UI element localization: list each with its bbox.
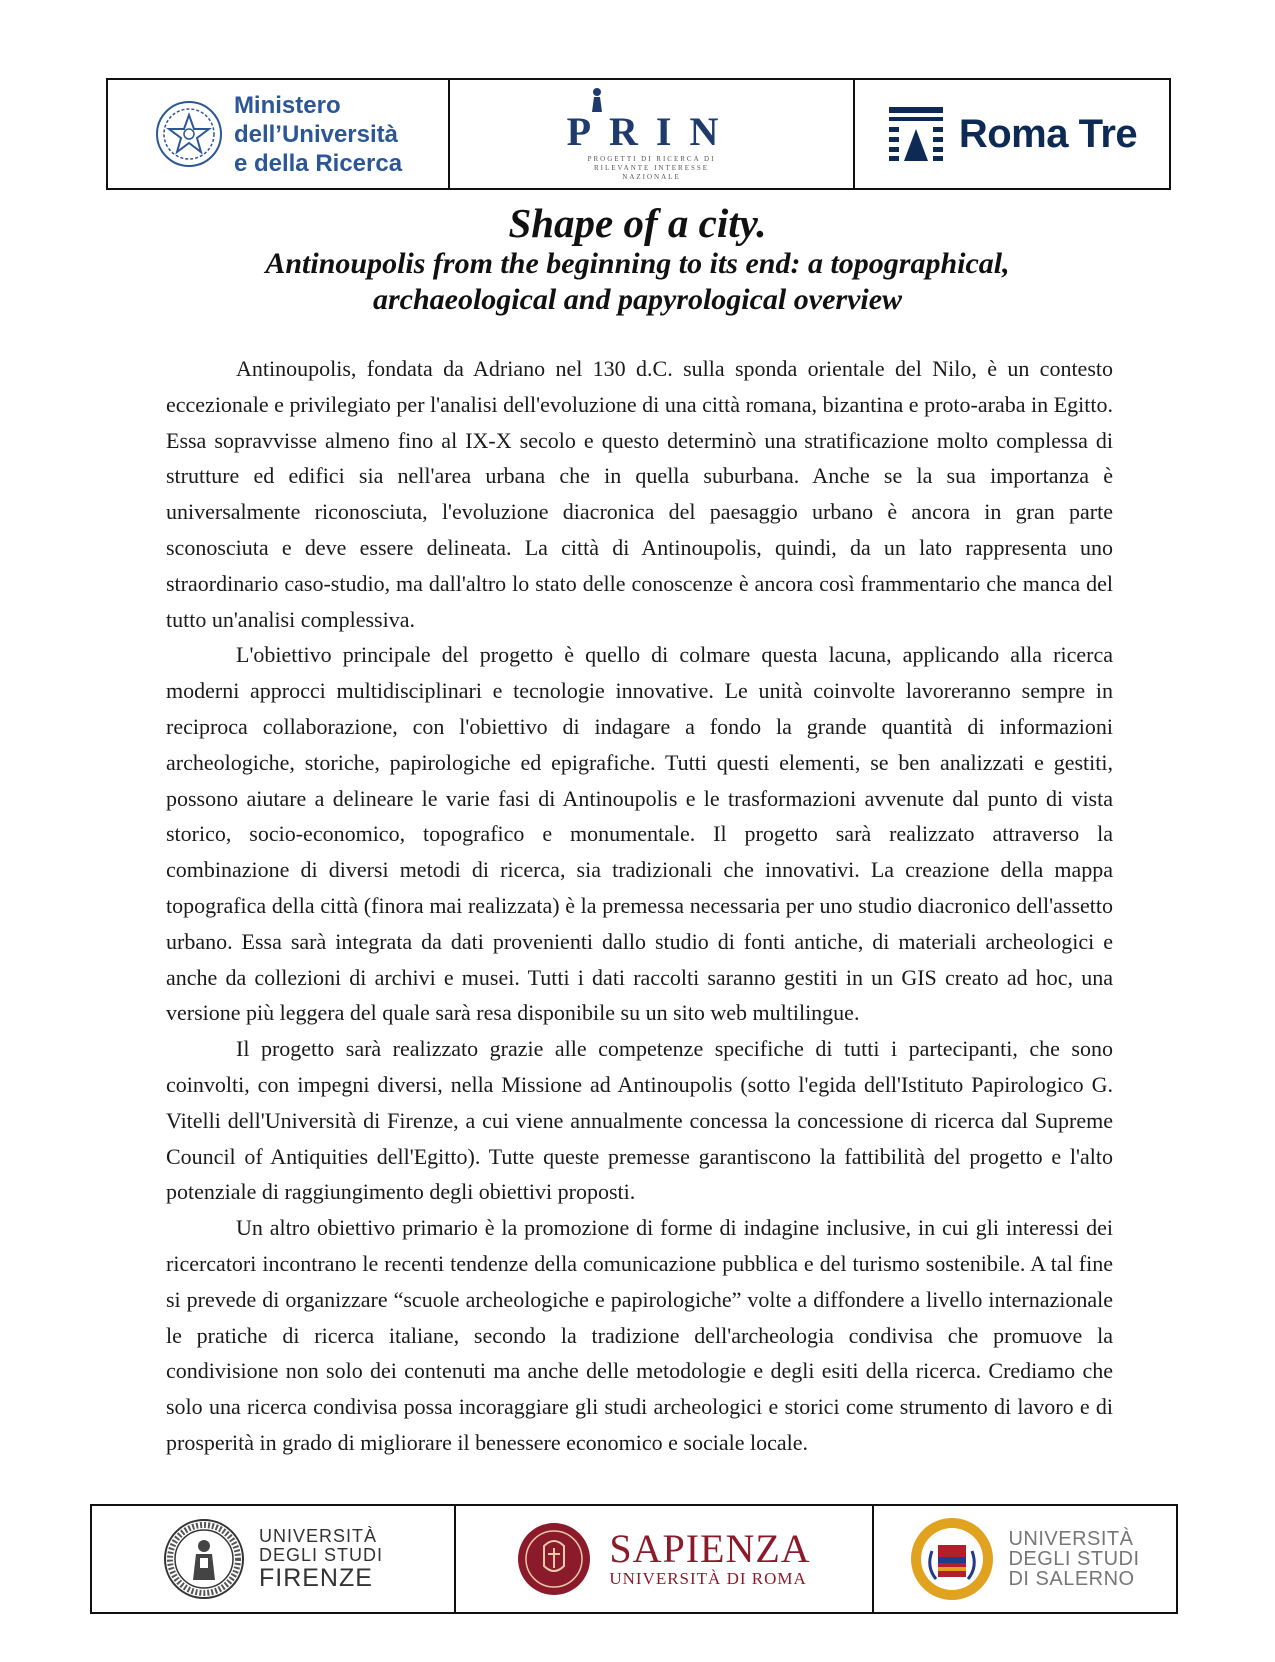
salerno-line-2: DEGLI STUDI (1008, 1548, 1140, 1570)
sapienza-wordmark: SAPIENZA (609, 1526, 811, 1571)
header-logo-bar (106, 78, 1171, 190)
paragraph: Un altro obiettivo primario è la promozione di forme di indagine inclusive, in cui gli interessi dei ricercatori incontrano le recenti tendenze della comunicazione pubblica e del turismo sostenibile. A tal fine si prevede di organizzare “scuole archeologiche e papirologiche” volte a diffondere a livello internazionale le pratiche di ricerca italiane, secondo la tradizione dell'archeologia condivisa che promuove la condivisione non solo dei contenuti ma anche delle metodologie e degli esiti della ricerca. Crediamo che solo una ricerca condivisa possa incoraggiare gli studi archeologici e storici come strumento di lavoro e di prosperità in grado di migliorare il benessere economico e sociale locale. (166, 1215, 1113, 1455)
document-subtitle (0, 246, 1275, 318)
sapienza-subtitle: UNIVERSITÀ DI ROMA (609, 1569, 807, 1588)
salerno-logo (872, 1506, 1176, 1612)
salerno-seal-icon (910, 1517, 994, 1601)
ministero-line-3: e della Ricerca (233, 149, 403, 177)
firenze-seal-icon (163, 1518, 245, 1600)
firenze-logo (92, 1506, 454, 1612)
firenze-line-3: FIRENZE (258, 1563, 373, 1592)
ministero-line-1: Ministero (233, 91, 341, 119)
prin-wordmark: PRIN (566, 109, 737, 154)
document-body (166, 351, 1113, 1461)
roma-tre-logo (853, 80, 1169, 188)
paragraph: Antinoupolis, fondata da Adriano nel 130 d.C. sulla sponda orientale del Nilo, è un contesto eccezionale e privilegiato per l'analisi dell'evoluzione di una città romana, bizantina e proto-araba in Egitto. Essa sopravvisse almeno fino al IX-X secolo e questo determinò una stratificazione molto complessa di strutture ed edifici sia nell'area urbana che in quella suburbana. Anche se la sua importanza è universalmente riconosciuta, l'evoluzione diacronica del paesaggio urbano è ancora in gran parte sconosciuta e deve essere delineata. La città di Antinoupolis, quindi, da un lato rappresenta uno straordinario caso-studio, ma dall'altro lo stato delle conoscenze è ancora così frammentario che manca del tutto un'analisi complessiva. (166, 356, 1113, 632)
sapienza-seal-icon (517, 1522, 591, 1596)
italian-emblem-icon (154, 99, 224, 169)
salerno-line-3: DI SALERNO (1008, 1568, 1135, 1590)
firenze-line-1: UNIVERSITÀ (258, 1525, 378, 1546)
ministero-line-2: dell’Università (233, 120, 398, 148)
footer-logo-bar (90, 1504, 1178, 1614)
subtitle-line-1: Antinoupolis from the beginning to its end: a topographical, (265, 247, 1010, 280)
roma-tre-wordmark: Roma Tre (958, 111, 1138, 156)
sapienza-logo (454, 1506, 872, 1612)
salerno-line-1: UNIVERSITÀ (1008, 1528, 1134, 1550)
ministero-logo (108, 80, 448, 188)
document-title: Shape of a city. (508, 200, 767, 246)
paragraph: Il progetto sarà realizzato grazie alle competenze specifiche di tutti i partecipanti, che sono coinvolti, con impegni diversi, nella Missione ad Antinoupolis (sotto l'egida dell'Istituto Papirologico G. Vitelli dell'Università di Firenze, a cui viene annualmente concessa la concessione di ricerca dal Supreme Council of Antiquities dell'Egitto). Tutte queste premesse garantiscono la fattibilità del progetto e l'alto potenziale di raggiungimento degli obiettivi proposti. (166, 1036, 1113, 1205)
prin-subtitle: PROGETTI DI RICERCA DI RILEVANTE INTERESSE NAZIONALE (587, 155, 716, 181)
paragraph: L'obiettivo principale del progetto è quello di colmare questa lacuna, applicando alla ricerca moderni approcci multidisciplinari e tecnologie innovative. Le unità coinvolte lavoreranno sempre in reciproca collaborazione, con l'obiettivo di indagare a fondo la grande quantità di informazioni archeologiche, storiche, papirologiche ed epigrafiche. Tutti questi elementi, se ben analizzati e gestiti, possono aiutare a delineare le varie fasi di Antinoupolis e le trasformazioni avvenute dal punto di vista storico, socio-economico, topografico e monumentale. Il progetto sarà realizzato attraverso la combinazione di diversi metodi di ricerca, sia tradizionali che innovativi. La creazione della mappa topografica della città (finora mai realizzata) è la premessa necessaria per uno studio diacronico dell'assetto urbano. Essa sarà integrata da dati provenienti dallo studio di fonti antiche, di materiali archeologici e anche da collezioni di archivi e musei. Tutti i dati raccolti saranno gestiti in un GIS creato ad hoc, una versione più leggera del quale sarà resa disponibile su un sito web multilingue. (166, 642, 1113, 1026)
prin-logo (448, 80, 853, 188)
subtitle-line-2: archaeological and papyrological overview (372, 283, 903, 316)
roma-tre-emblem-icon (887, 105, 945, 163)
firenze-line-2: DEGLI STUDI (258, 1544, 384, 1565)
